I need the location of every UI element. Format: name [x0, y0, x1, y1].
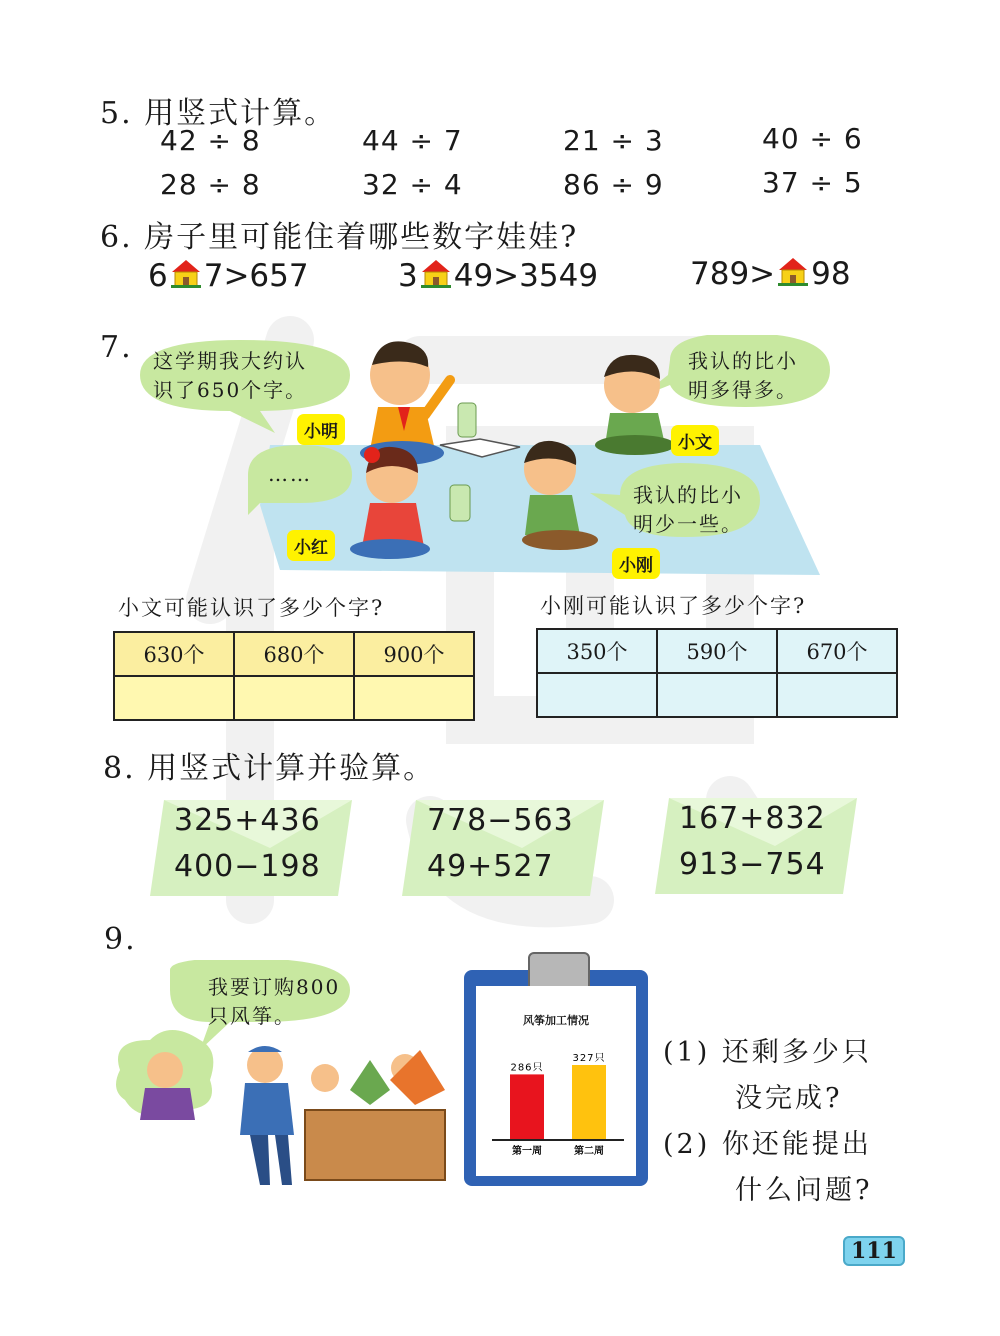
answer-cell[interactable]	[354, 676, 474, 720]
q5-expr-1: 42 ÷ 8	[160, 124, 261, 157]
helper-head-1	[311, 1064, 339, 1092]
q6-item-2	[398, 258, 598, 294]
answer-cell[interactable]	[537, 673, 657, 717]
q5-expr-5: 28 ÷ 8	[160, 168, 261, 201]
q6-item-2-after: 49>3549	[453, 258, 599, 294]
q8-expr-2: 400−198	[174, 849, 321, 884]
answer-cell[interactable]	[234, 676, 354, 720]
chart-bar	[572, 1065, 606, 1140]
answer-cell[interactable]	[777, 673, 897, 717]
q6-item-3	[690, 256, 851, 292]
child-xiaoming	[360, 341, 450, 465]
q8-expr-5: 167+832	[679, 801, 826, 836]
bubble-xiaogang-line-1: 我认的比小	[633, 483, 743, 507]
chart-title: 风筝加工情况	[523, 1014, 589, 1027]
bubble-xiaoming-line-1: 这学期我大约认	[153, 349, 307, 373]
q8-expr-1: 325+436	[174, 803, 321, 838]
q6-item-3-before: 789>	[690, 256, 776, 292]
house-icon	[776, 256, 810, 286]
table-cell: 590个	[657, 629, 777, 673]
worker-legs	[250, 1135, 292, 1185]
bubble-xiaogang-line-2: 明少一些。	[633, 512, 743, 536]
worker-head	[247, 1047, 283, 1083]
desk-shape	[305, 1110, 445, 1180]
q8-expr-4: 49+527	[427, 849, 554, 884]
q9-question-2-line-1: (2) 你还能提出	[663, 1129, 872, 1160]
q7-right-table	[536, 628, 898, 718]
child-xiaowen	[595, 355, 675, 455]
q6-item-1-after: 7>657	[203, 258, 309, 294]
q6-item-3-after: 98	[811, 256, 851, 292]
table-cell: 670个	[777, 629, 897, 673]
q8-title: 8. 用竖式计算并验算。	[103, 751, 436, 786]
q5-expr-6: 32 ÷ 4	[362, 168, 463, 201]
q6-title: 6. 房子里可能住着哪些数字娃娃?	[100, 220, 579, 255]
chart-value-label: 286只	[510, 1062, 544, 1074]
q6-item-1-before: 6	[148, 258, 168, 294]
q9-number: 9.	[104, 922, 137, 957]
q9-bubble-line-1: 我要订购800	[208, 975, 341, 999]
bottle-shape	[458, 403, 476, 437]
q9-question-2-line-2: 什么问题?	[735, 1175, 873, 1206]
bottle-shape	[450, 485, 470, 521]
q8-expr-3: 778−563	[427, 803, 574, 838]
name-tag-xiaohong: 小红	[287, 530, 335, 561]
bubble-xiaowen-line-2: 明多得多。	[688, 378, 798, 402]
kite-green	[350, 1060, 390, 1105]
table-row	[114, 632, 474, 676]
bubble-xiaowen-line-1: 我认的比小	[688, 349, 798, 373]
name-tag-xiaoming: 小明	[297, 414, 345, 445]
caller-body	[140, 1088, 195, 1120]
q9-question-1-line-2: 没完成?	[735, 1083, 843, 1114]
table-row	[537, 673, 897, 717]
chart-category-label: 第二周	[574, 1146, 604, 1157]
caller-head	[147, 1052, 183, 1088]
q5-expr-3: 21 ÷ 3	[563, 124, 664, 157]
q5-title: 5. 用竖式计算。	[100, 96, 337, 131]
q5-expr-8: 37 ÷ 5	[762, 166, 863, 199]
q7-number: 7.	[100, 330, 133, 365]
q7-left-question: 小文可能认识了多少个字?	[118, 596, 385, 620]
worker-body	[240, 1083, 294, 1135]
kite-chart	[476, 1030, 636, 1170]
answer-cell[interactable]	[114, 676, 234, 720]
table-cell: 900个	[354, 632, 474, 676]
q7-right-question: 小刚可能认识了多少个字?	[540, 594, 807, 618]
table-cell: 350个	[537, 629, 657, 673]
chart-value-label: 327只	[572, 1053, 606, 1064]
table-cell: 630个	[114, 632, 234, 676]
table-cell: 680个	[234, 632, 354, 676]
q5-expr-4: 40 ÷ 6	[762, 122, 863, 155]
table-row	[114, 676, 474, 720]
bubble-xiaohong-text: ……	[268, 462, 312, 486]
q9-question-1-line-1: (1) 还剩多少只	[663, 1037, 872, 1068]
chart-category-label: 第一周	[512, 1146, 542, 1157]
q7-left-table	[113, 631, 475, 721]
q5-expr-2: 44 ÷ 7	[362, 124, 463, 157]
table-row	[537, 629, 897, 673]
bubble-xiaoming-line-2: 识了650个字。	[153, 378, 308, 402]
worker-cap	[248, 1046, 282, 1052]
page-number: 111	[843, 1236, 905, 1266]
house-icon	[169, 258, 203, 288]
answer-cell[interactable]	[657, 673, 777, 717]
q8-expr-6: 913−754	[679, 847, 826, 882]
chart-bar	[510, 1074, 544, 1140]
clipboard-clip	[528, 952, 590, 988]
q9-bubble-line-2: 只风筝。	[208, 1004, 296, 1028]
q5-expr-7: 86 ÷ 9	[563, 168, 664, 201]
name-tag-xiaogang: 小刚	[612, 548, 660, 579]
q6-item-2-before: 3	[398, 258, 418, 294]
house-icon	[419, 258, 453, 288]
name-tag-xiaowen: 小文	[671, 425, 719, 456]
q6-item-1	[148, 258, 309, 294]
